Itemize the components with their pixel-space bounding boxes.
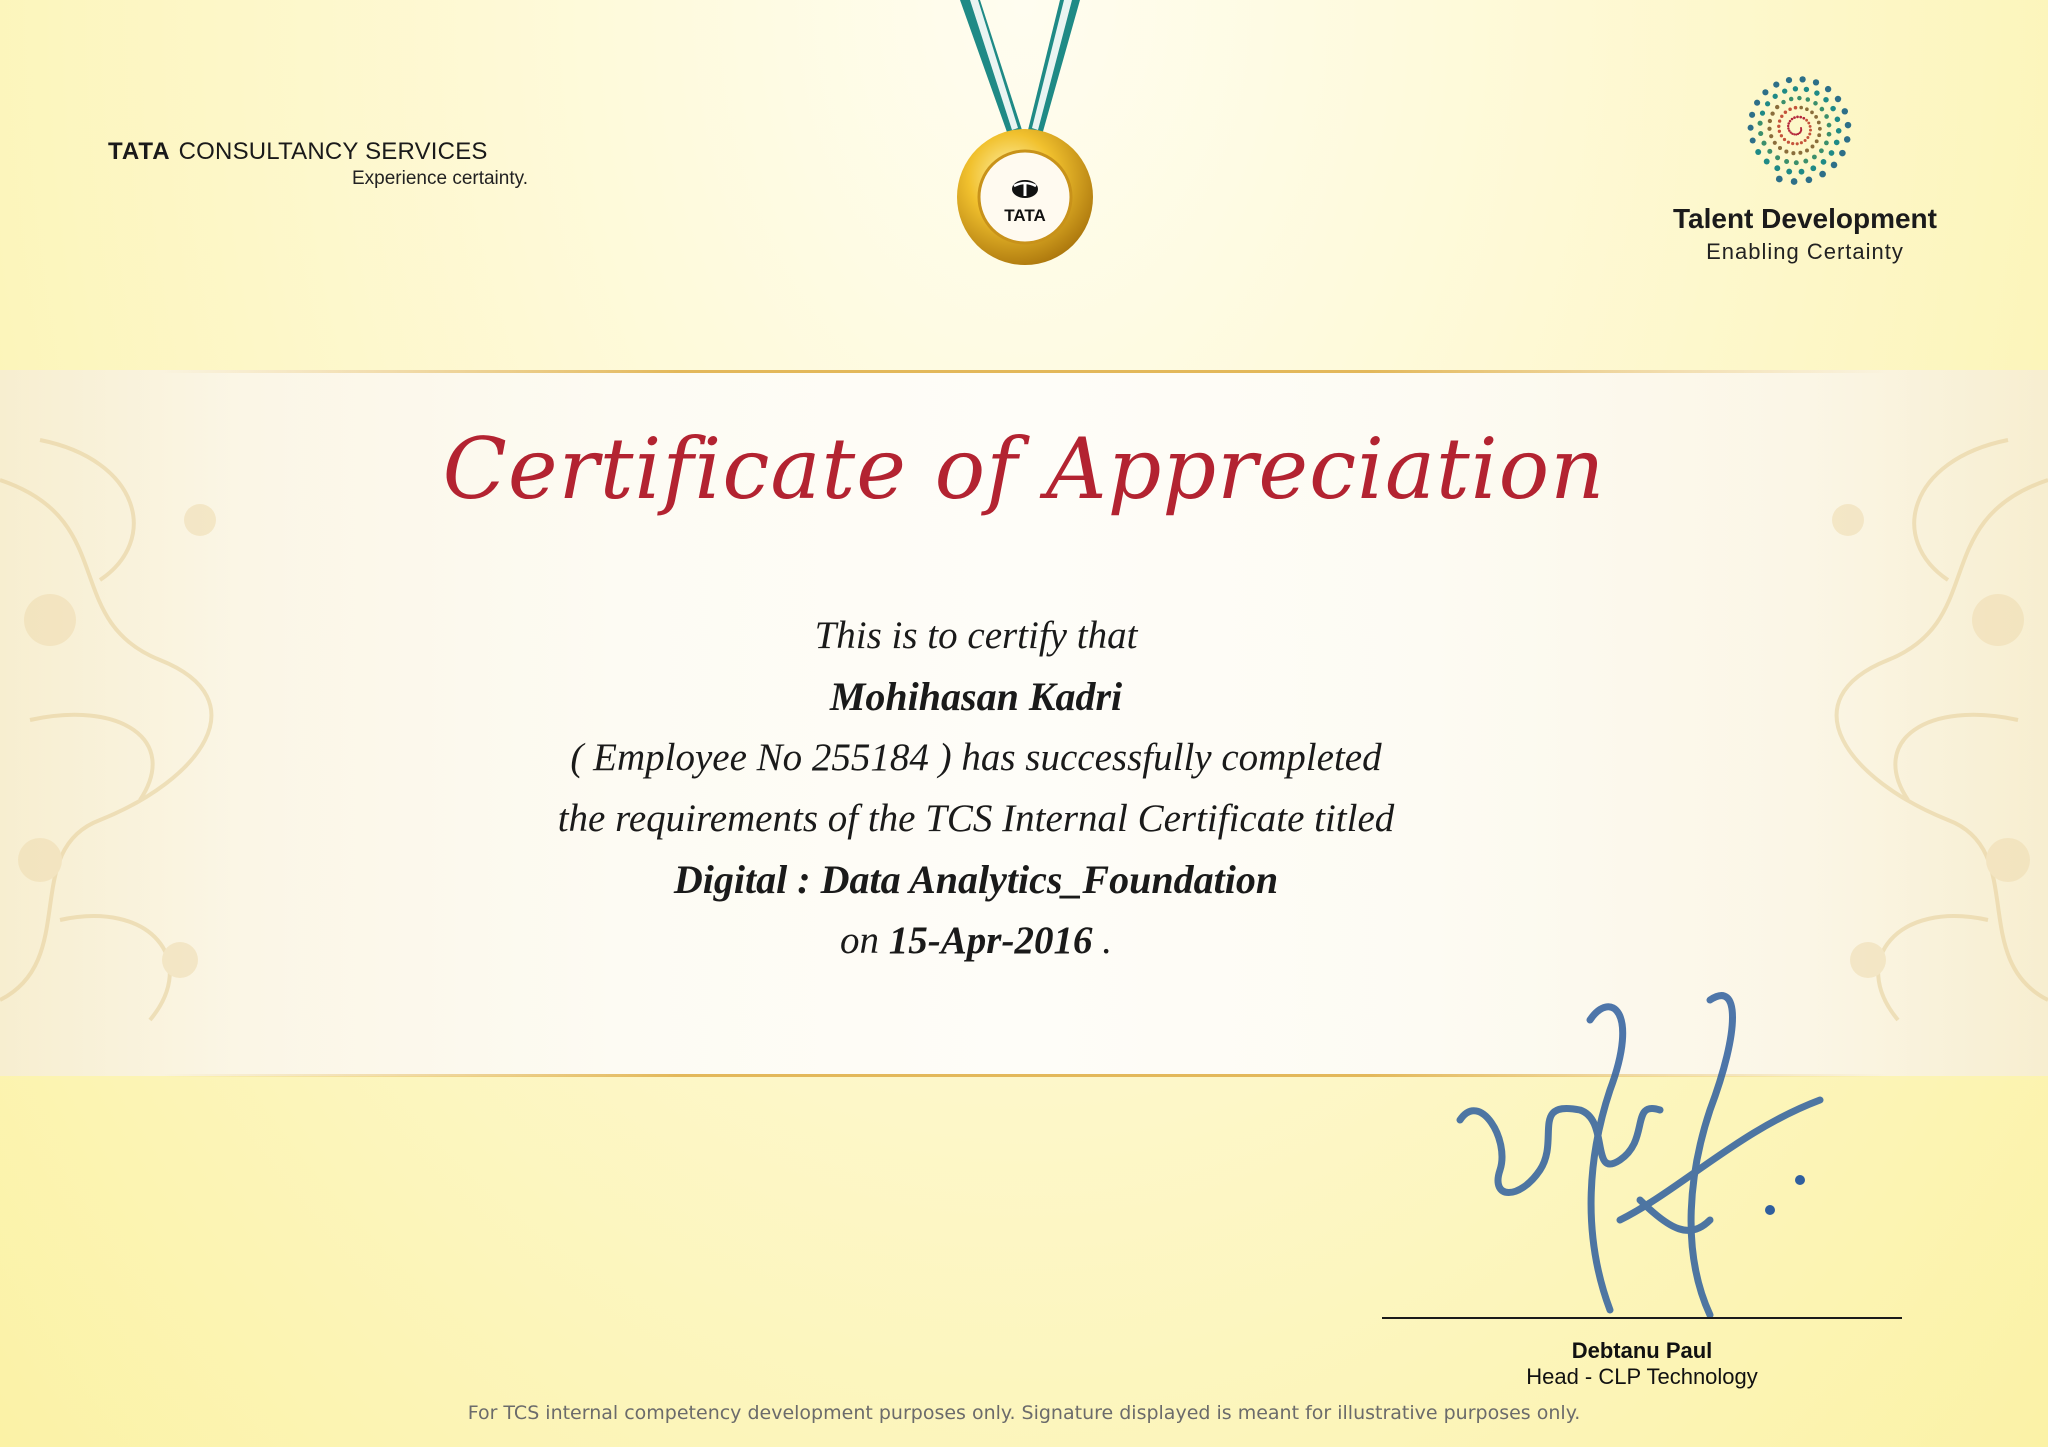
certificate-title: Certificate of Appreciation (442, 420, 1606, 518)
spiral-dot (1778, 146, 1782, 150)
medal-label: TATA (1004, 206, 1046, 225)
medal-icon (940, 0, 1110, 270)
spiral-dots-icon (1735, 70, 1875, 190)
spiral-dot (1793, 86, 1798, 91)
spiral-dot (1804, 139, 1807, 142)
spiral-dot (1774, 165, 1780, 171)
tcs-brand-name: CONSULTANCY SERVICES (178, 138, 488, 165)
spiral-dot (1791, 178, 1798, 185)
footer-disclaimer: For TCS internal competency development purposes only. Signature displayed is meant for illustrative purposes only. (467, 1402, 1581, 1424)
spiral-dot (1831, 162, 1838, 169)
spiral-dot (1789, 97, 1793, 101)
date-prefix: on (840, 919, 880, 962)
td-title: Talent Development (1673, 203, 1937, 234)
spiral-dot (1794, 106, 1798, 110)
spiral-dot (1770, 111, 1774, 115)
spiral-dot (1817, 133, 1821, 137)
spiral-dot (1777, 125, 1780, 128)
spiral-dot (1773, 82, 1779, 88)
spiral-dot (1749, 112, 1755, 118)
certificate-body (0, 605, 1952, 971)
spiral-dot (1778, 130, 1781, 133)
certify-line: This is to certify that (814, 614, 1138, 657)
spiral-dot (1844, 136, 1851, 143)
spiral-dot (1808, 133, 1811, 136)
spiral-dot (1767, 127, 1771, 131)
spiral-dot (1784, 150, 1788, 154)
spiral-dot (1835, 117, 1841, 123)
spiral-dot (1823, 97, 1828, 102)
spiral-dot (1787, 125, 1789, 127)
spiral-dot (1797, 96, 1801, 100)
spiral-dot (1796, 142, 1799, 145)
spiral-dot (1784, 159, 1789, 164)
spiral-dot (1824, 141, 1829, 146)
spiral-dot (1796, 116, 1799, 119)
spiral-dot (1781, 100, 1785, 104)
spiral-dot (1775, 155, 1780, 160)
spiral-dot (1791, 142, 1794, 145)
spiral-dot (1845, 122, 1851, 128)
spiral-dot (1761, 141, 1766, 146)
spiral-dot (1791, 151, 1795, 155)
spiral-dot (1799, 76, 1805, 82)
spiral-dot (1805, 119, 1808, 122)
spiral-dot (1814, 90, 1819, 95)
signatory (1442, 1338, 1842, 1390)
spiral-dot (1814, 115, 1818, 119)
spiral-dot (1762, 89, 1768, 95)
spiral-dot (1827, 123, 1832, 128)
spiral-dot (1811, 145, 1815, 149)
spiral-dot (1835, 96, 1841, 102)
spiral-dot (1821, 159, 1827, 165)
spiral-dot (1758, 121, 1763, 126)
spiral-dot (1786, 77, 1792, 83)
spiral-dot (1755, 149, 1761, 155)
spiral-dot (1787, 122, 1790, 125)
spiral-dot (1787, 127, 1789, 129)
spiral-dot (1786, 169, 1792, 175)
spiral-dot (1760, 111, 1765, 116)
spiral-dot (1799, 116, 1802, 119)
spiral-dot (1820, 107, 1825, 112)
spiral-dot (1804, 87, 1809, 92)
spiral-dot (1810, 165, 1816, 171)
spiral-dot (1780, 134, 1783, 137)
spiral-dot (1778, 119, 1781, 122)
tcs-brand (108, 138, 548, 166)
signature-image (1440, 970, 1840, 1330)
td-subtitle: Enabling Certainty (1706, 239, 1904, 264)
employee-line: ( Employee No 255184 ) has successfully completed (570, 736, 1382, 779)
spiral-dot (1806, 176, 1813, 183)
spiral-dot (1807, 122, 1810, 125)
spiral-dot (1805, 107, 1809, 111)
spiral-dot (1775, 105, 1779, 109)
spiral-dot (1842, 108, 1848, 114)
spiral-dot (1758, 131, 1763, 136)
spiral-dot (1787, 141, 1790, 144)
completion-date: 15-Apr-2016 (888, 919, 1093, 962)
spiral-dot (1784, 111, 1787, 114)
spiral-dot (1819, 148, 1824, 153)
spiral-dot (1836, 128, 1842, 134)
spiral-dot (1754, 100, 1760, 106)
spiral-dot (1819, 171, 1826, 178)
spiral-dot (1793, 133, 1795, 135)
spiral-dot (1829, 150, 1835, 156)
spiral-dot (1789, 120, 1792, 123)
spiral-dot (1824, 114, 1829, 119)
spiral-dot (1815, 139, 1819, 143)
spiral-dot (1812, 155, 1817, 160)
signature-line (1382, 1317, 1902, 1319)
spiral-dot (1813, 101, 1818, 106)
spiral-dot (1817, 121, 1821, 125)
spiral-dot (1799, 169, 1805, 175)
date-suffix: . (1102, 919, 1112, 962)
spiral-dot (1809, 129, 1812, 132)
spiral-dot (1818, 127, 1822, 131)
spiral-dot (1803, 159, 1808, 164)
spiral-dot (1809, 125, 1812, 128)
spiral-dot (1806, 136, 1809, 139)
talent-development-logo (1650, 70, 1960, 265)
spiral-dot (1782, 88, 1787, 93)
signatory-role: Head - CLP Technology (1526, 1364, 1758, 1389)
tcs-brand-bold: TATA (108, 138, 171, 165)
spiral-dot (1793, 116, 1796, 119)
tcs-logo (108, 138, 548, 190)
spiral-dot (1783, 138, 1786, 141)
spiral-dot (1827, 132, 1832, 137)
spiral-dot (1791, 118, 1794, 121)
requirements-line: the requirements of the TCS Internal Certificate titled (557, 797, 1395, 840)
signatory-name: Debtanu Paul (1571, 1338, 1713, 1363)
tcs-tagline: Experience certainty. (351, 168, 528, 189)
spiral-dot (1788, 130, 1790, 132)
spiral-dot (1776, 176, 1783, 183)
spiral-dot (1765, 101, 1770, 106)
spiral-dot (1813, 79, 1819, 85)
spiral-dot (1748, 125, 1754, 131)
spiral-dot (1780, 115, 1783, 118)
spiral-dot (1773, 141, 1777, 145)
spiral-dot (1794, 160, 1799, 165)
spiral-dot (1788, 108, 1792, 112)
spiral-dot (1767, 149, 1772, 154)
course-title: Digital : Data Analytics_Foundation (673, 857, 1279, 902)
recipient-name: Mohihasan Kadri (829, 674, 1123, 719)
date-line (0, 910, 1952, 971)
spiral-dot (1768, 119, 1772, 123)
spiral-dot (1750, 138, 1756, 144)
spiral-dot (1834, 140, 1840, 146)
spiral-dot (1830, 106, 1836, 112)
spiral-dot (1806, 97, 1811, 102)
spiral-dot (1799, 106, 1803, 110)
spiral-dot (1810, 111, 1814, 115)
spiral-dot (1839, 150, 1846, 157)
spiral-dot (1800, 141, 1803, 144)
band-top-rule (160, 370, 1888, 373)
spiral-dot (1764, 159, 1770, 165)
spiral-dot (1769, 134, 1773, 138)
spiral-dot (1805, 149, 1809, 153)
spiral-dot (1773, 94, 1778, 99)
spiral-dot (1825, 86, 1831, 92)
spiral-dot (1802, 117, 1805, 120)
spiral-dot (1798, 151, 1802, 155)
